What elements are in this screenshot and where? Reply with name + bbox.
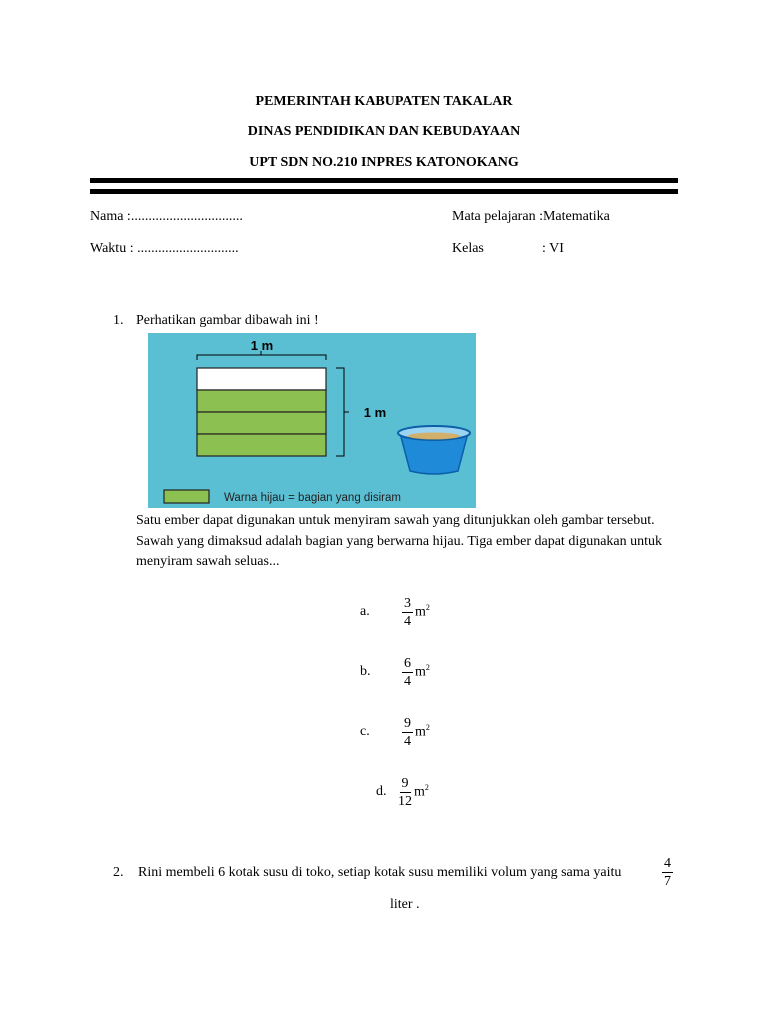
- fraction-numerator: 3: [404, 595, 411, 611]
- option-fraction: [402, 595, 413, 630]
- fraction-denominator: 4: [404, 733, 411, 749]
- fraction-numerator: 9: [404, 715, 411, 731]
- q1-option-d[interactable]: [376, 772, 429, 812]
- q2-number: 2.: [113, 865, 124, 880]
- option-letter: b.: [360, 664, 371, 679]
- fraction-denominator: 12: [398, 793, 412, 809]
- option-fraction: [398, 775, 412, 810]
- q1-prompt: Perhatikan gambar dibawah ini !: [136, 313, 319, 328]
- q1-text: Satu ember dapat digunakan untuk menyiram sawah yang ditunjukkan oleh gambar tersebut. Sawah yang dimaksud adalah bagian yang berwarna hijau. Tiga ember dapat digunakan untuk menyiram sawah seluas...: [136, 513, 663, 569]
- field-green-strip-3: [197, 434, 326, 456]
- q1-option-b[interactable]: [360, 652, 430, 692]
- width-label: 1 m: [250, 338, 274, 353]
- option-unit: $m^2$: [415, 603, 430, 620]
- q1-option-c[interactable]: [360, 712, 430, 752]
- option-unit: $m^2$: [415, 663, 430, 680]
- fraction-numerator: 9: [401, 775, 409, 791]
- kelas-label: Kelas: [452, 241, 484, 256]
- fraction-denominator: 7: [664, 874, 671, 889]
- height-label: 1 m: [363, 405, 387, 420]
- kelas-value: : VI: [542, 241, 564, 256]
- q2-text: Rini membeli 6 kotak susu di toko, setiap kotak susu memiliki volum yang sama yaitu: [138, 865, 622, 880]
- header-line-1: PEMERINTAH KABUPATEN TAKALAR: [255, 94, 513, 109]
- q2-fraction: [662, 855, 673, 890]
- legend-swatch: [164, 490, 209, 503]
- field-white-strip: [197, 368, 326, 390]
- q1-figure-svg: [148, 333, 476, 508]
- header-line-2: DINAS PENDIDIKAN DAN KEBUDAYAAN: [247, 124, 521, 139]
- q1-figure: [148, 333, 476, 508]
- option-unit: $m^2$: [415, 723, 430, 740]
- option-letter: d.: [376, 784, 387, 799]
- option-letter: a.: [360, 604, 370, 619]
- q2-tail: liter .: [390, 897, 420, 912]
- waktu-field: Waktu : .............................: [90, 241, 239, 256]
- header-line-3: UPT SDN NO.210 INPRES KATONOKANG: [249, 155, 519, 170]
- header-rule-thin: [90, 189, 678, 194]
- q1-number: 1.: [113, 313, 124, 328]
- fraction-denominator: 4: [404, 673, 411, 689]
- q1-option-a[interactable]: [360, 592, 430, 632]
- field-green-strip-2: [197, 412, 326, 434]
- bucket-icon: [398, 426, 470, 474]
- option-fraction: [402, 655, 413, 690]
- option-fraction: [402, 715, 413, 750]
- option-letter: c.: [360, 724, 370, 739]
- header-rule-thick: [90, 178, 678, 183]
- legend-text: Warna hijau = bagian yang disiram: [224, 492, 401, 504]
- option-unit: $m^2$: [414, 783, 429, 800]
- nama-field: Nama :................................: [90, 209, 243, 224]
- field-green-strip-1: [197, 390, 326, 412]
- fraction-numerator: 4: [664, 856, 671, 871]
- fraction-numerator: 6: [404, 655, 411, 671]
- fraction-denominator: 4: [404, 613, 411, 629]
- mapel-field: Mata pelajaran :Matematika: [452, 209, 610, 224]
